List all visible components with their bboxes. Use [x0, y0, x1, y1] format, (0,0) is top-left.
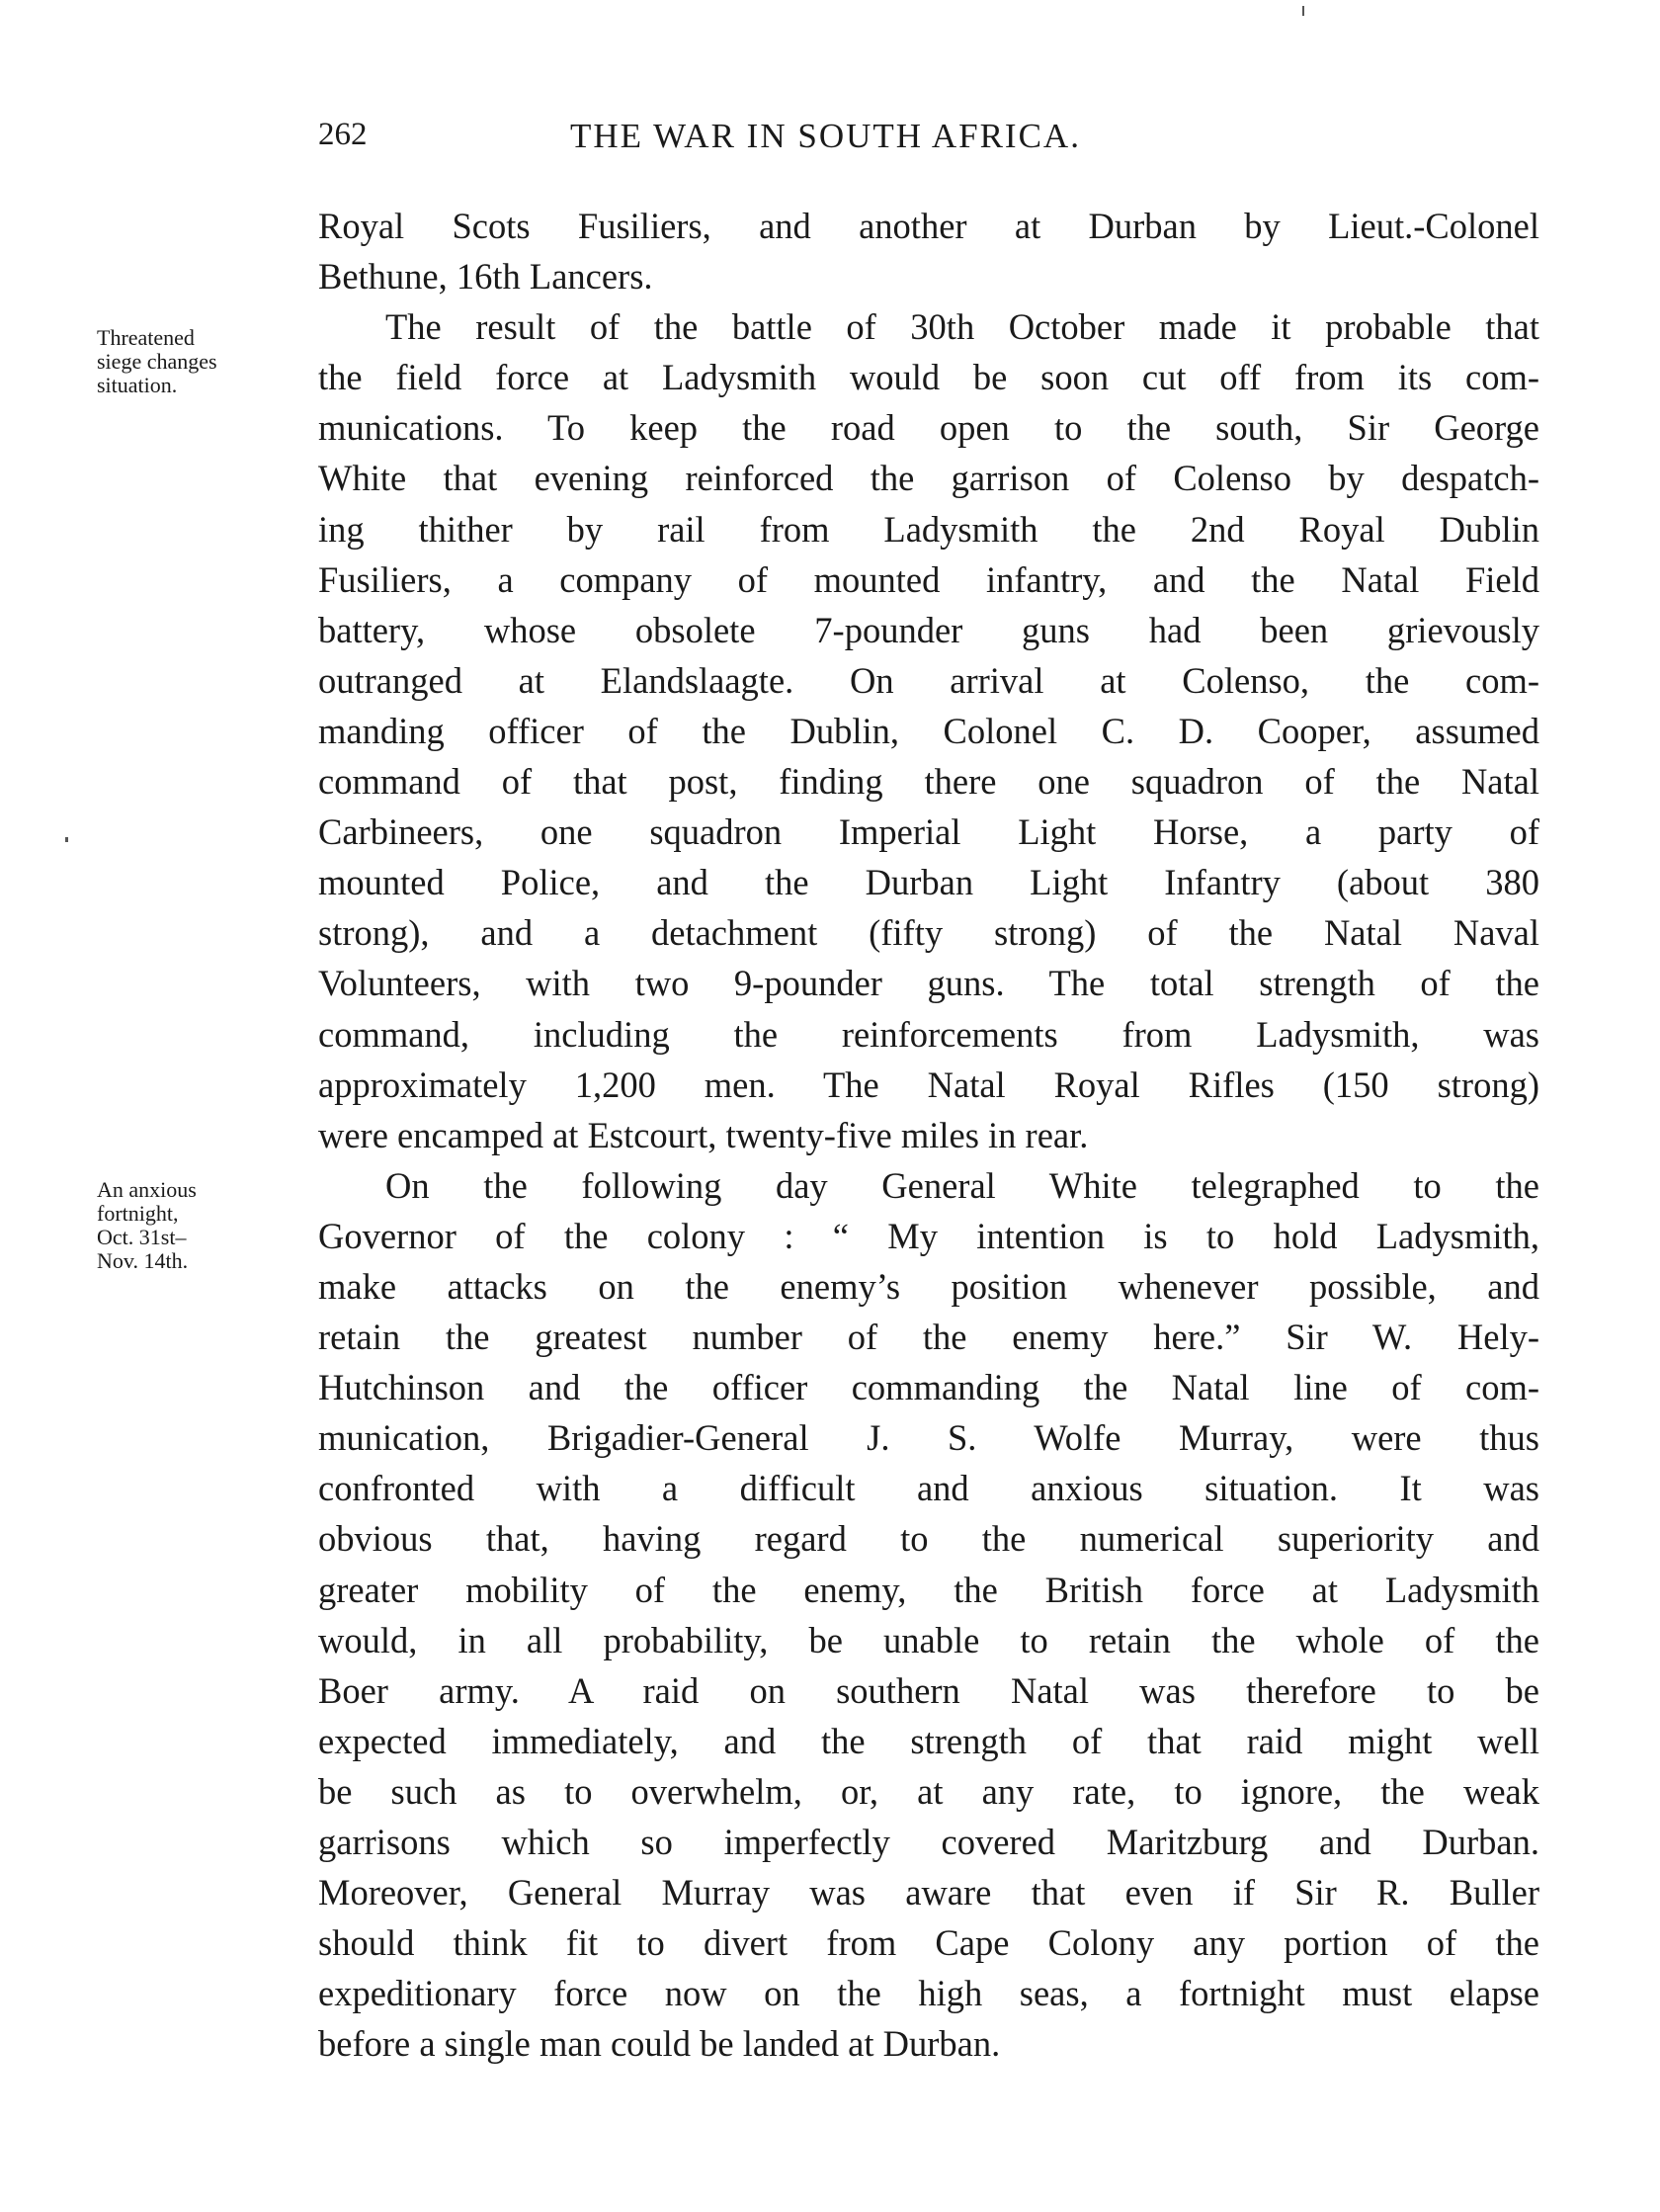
body-line: Moreover, General Murray was aware that even if Sir R. Buller	[318, 1872, 1539, 1914]
body-line: command of that post, finding there one squadron of the Natal	[318, 761, 1539, 803]
margin-note-line: siege changes	[97, 349, 217, 374]
body-line: before a single man could be landed at Durban.	[318, 2023, 1001, 2065]
body-line: battery, whose obsolete 7-pounder guns had been grievously	[318, 609, 1539, 650]
page-number: 262	[318, 117, 368, 152]
running-head	[318, 117, 1306, 166]
margin-note-line: Oct. 31st–	[97, 1225, 187, 1249]
body-line: Bethune, 16th Lancers.	[318, 256, 653, 298]
margin-note-line: An anxious	[97, 1177, 197, 1202]
body-line: were encamped at Estcourt, twenty-five miles in rear.	[318, 1114, 1089, 1155]
body-line: command, including the reinforcements from Ladysmith, was	[318, 1013, 1539, 1055]
body-line: approximately 1,200 men. The Natal Royal Rifles (150 strong)	[318, 1063, 1539, 1105]
body-line: make attacks on the enemy’s position whenever possible, and	[318, 1265, 1539, 1307]
body-line: strong), and a detachment (fifty strong) of the Natal Naval	[318, 912, 1539, 954]
body-line: the field force at Ladysmith would be soon cut off from its com-	[318, 357, 1539, 398]
body-line: greater mobility of the enemy, the British force at Ladysmith	[318, 1569, 1539, 1610]
body-text	[318, 201, 1539, 2069]
body-line: mounted Police, and the Durban Light Infantry (about 380	[318, 862, 1539, 903]
body-line: would, in all probability, be unable to retain the whole of the	[318, 1619, 1539, 1660]
paragraph-start-line: On the following day General White telegraphed to the	[385, 1164, 1539, 1206]
body-line: garrisons which so imperfectly covered Maritzburg and Durban.	[318, 1822, 1539, 1862]
margin-note-line: Nov. 14th.	[97, 1248, 189, 1273]
body-line: White that evening reinforced the garrison of Colenso by despatch-	[318, 458, 1539, 499]
margin-note-threatened-siege	[97, 326, 304, 397]
body-line: expected immediately, and the strength of that raid might well	[318, 1720, 1539, 1761]
body-line: ing thither by rail from Ladysmith the 2nd Royal Dublin	[318, 508, 1539, 550]
body-line: Governor of the colony : “ My intention is to hold Ladysmith,	[318, 1215, 1539, 1256]
paragraph-start-line: The result of the battle of 30th October made it probable that	[385, 306, 1539, 348]
scan-speck	[65, 837, 68, 842]
body-line: confronted with a difficult and anxious situation. It was	[318, 1468, 1539, 1509]
margin-note-line: situation.	[97, 373, 178, 397]
body-line: Hutchinson and the officer commanding the Natal line of com-	[318, 1367, 1539, 1408]
margin-note-anxious-fortnight	[97, 1178, 304, 1273]
body-line: munication, Brigadier-General J. S. Wolfe Murray, were thus	[318, 1417, 1539, 1459]
scan-speck	[1302, 6, 1304, 16]
body-line: Volunteers, with two 9-pounder guns. The total strength of the	[318, 963, 1539, 1004]
body-line: retain the greatest number of the enemy here.” Sir W. Hely-	[318, 1317, 1539, 1358]
body-line: Royal Scots Fusiliers, and another at Durban by Lieut.-Colonel	[318, 206, 1539, 246]
body-line: outranged at Elandslaagte. On arrival at Colenso, the com-	[318, 659, 1539, 701]
body-line: manding officer of the Dublin, Colonel C. D. Cooper, assumed	[318, 710, 1539, 751]
body-line: Fusiliers, a company of mounted infantry, and the Natal Field	[318, 558, 1539, 600]
margin-note-line: Threatened	[97, 325, 195, 350]
body-line: munications. To keep the road open to the south, Sir George	[318, 407, 1539, 449]
body-line: obvious that, having regard to the numerical superiority and	[318, 1518, 1539, 1560]
body-line: expeditionary force now on the high seas, a fortnight must elapse	[318, 1973, 1539, 2014]
body-line: should think fit to divert from Cape Colony any portion of the	[318, 1922, 1539, 1964]
body-line: Boer army. A raid on southern Natal was therefore to be	[318, 1669, 1539, 1711]
body-line: Carbineers, one squadron Imperial Light Horse, a party of	[318, 811, 1539, 853]
running-title: THE WAR IN SOUTH AFRICA.	[570, 117, 1081, 155]
body-line: be such as to overwhelm, or, at any rate, to ignore, the weak	[318, 1770, 1539, 1812]
margin-note-line: fortnight,	[97, 1201, 179, 1226]
